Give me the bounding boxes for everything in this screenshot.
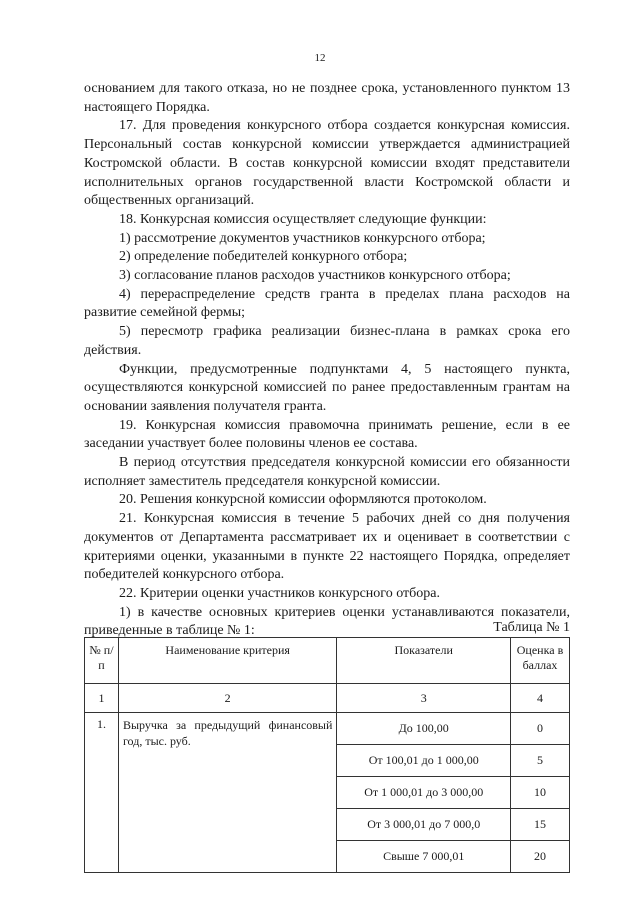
paragraph: 20. Решения конкурсной комиссии оформляются протоколом.: [119, 492, 487, 508]
page-number: 12: [314, 52, 326, 64]
paragraph: 1) в качестве основных критериев оценки устанавливаются показатели, приведенные в таблице № 1:: [84, 604, 570, 639]
score-cell: 5: [511, 745, 570, 777]
score-cell: 0: [511, 713, 570, 745]
list-item: 1) рассмотрение документов участников конкурсного отбора;: [119, 230, 486, 246]
indicator-cell: До 100,00: [337, 713, 511, 745]
column-number-row: [85, 684, 570, 713]
column-number: 1: [85, 684, 119, 713]
header-cell-score: Оценка в баллах: [511, 638, 570, 684]
column-number: 4: [511, 684, 570, 713]
paragraph: В период отсутствия председателя конкурсной комиссии его обязанности исполняет заместитель председателя конкурсной комиссии.: [84, 455, 570, 489]
score-cell: 10: [511, 777, 570, 809]
score-cell: 20: [511, 841, 570, 873]
list-item: 2) определение победителей конкурного отбора;: [119, 249, 408, 265]
criterion-name: Выручка за предыдущий финансовый год, тыс. руб.: [118, 713, 336, 873]
criteria-table: [84, 637, 570, 873]
indicator-cell: От 3 000,01 до 7 000,0: [337, 809, 511, 841]
criterion-number: 1.: [85, 713, 119, 873]
column-number: 2: [118, 684, 336, 713]
column-number: 3: [337, 684, 511, 713]
paragraph: 19. Конкурсная комиссия правомочна принимать решение, если в ее заседании участвует более половины членов ее состава.: [84, 417, 570, 452]
document-body: [84, 80, 570, 641]
paragraph: 21. Конкурсная комиссия в течение 5 рабочих дней со дня получения документов от Департамента рассматривает их и оценивает в соответствии с критериями оценки, указанными в пункте 22 настоящего Порядка, определяет победителей конкурсного отбора.: [84, 511, 570, 583]
paragraph: 18. Конкурсная комиссия осуществляет следующие функции:: [119, 211, 487, 227]
list-item: 5) пересмотр графика реализации бизнес-плана в рамках срока его действия.: [84, 324, 570, 358]
paragraph: 22. Критерии оценки участников конкурсного отбора.: [119, 585, 440, 601]
indicator-cell: От 100,01 до 1 000,00: [337, 745, 511, 777]
list-item: 3) согласование планов расходов участников конкурсного отбора;: [119, 268, 511, 284]
header-cell-number: № п/п: [85, 638, 119, 684]
score-cell: 15: [511, 809, 570, 841]
table-caption: Таблица № 1: [493, 620, 570, 635]
table-header-row: [85, 638, 570, 684]
list-item: 4) перераспределение средств гранта в пределах плана расходов на развитие семейной фермы;: [84, 286, 570, 321]
paragraph: Функции, предусмотренные подпунктами 4, 5 настоящего пункта, осуществляются конкурсной комиссией по ранее предоставленным грантам на основании заявления получателя гранта.: [84, 361, 570, 414]
indicator-cell: От 1 000,01 до 3 000,00: [337, 777, 511, 809]
table-row: [85, 713, 570, 745]
paragraph: 17. Для проведения конкурсного отбора создается конкурсная комиссия. Персональный состав конкурсной комиссии утверждается администрацией Костромской области. В состав конкурсной комиссии входят представители исполнительных органов государственной власти Костромской области и общественных организаций.: [84, 118, 570, 209]
header-cell-criterion: Наименование критерия: [118, 638, 336, 684]
header-cell-indicators: Показатели: [337, 638, 511, 684]
indicator-cell: Свыше 7 000,01: [337, 841, 511, 873]
paragraph: основанием для такого отказа, но не позднее срока, установленного пунктом 13 настоящего Порядка.: [84, 81, 570, 115]
